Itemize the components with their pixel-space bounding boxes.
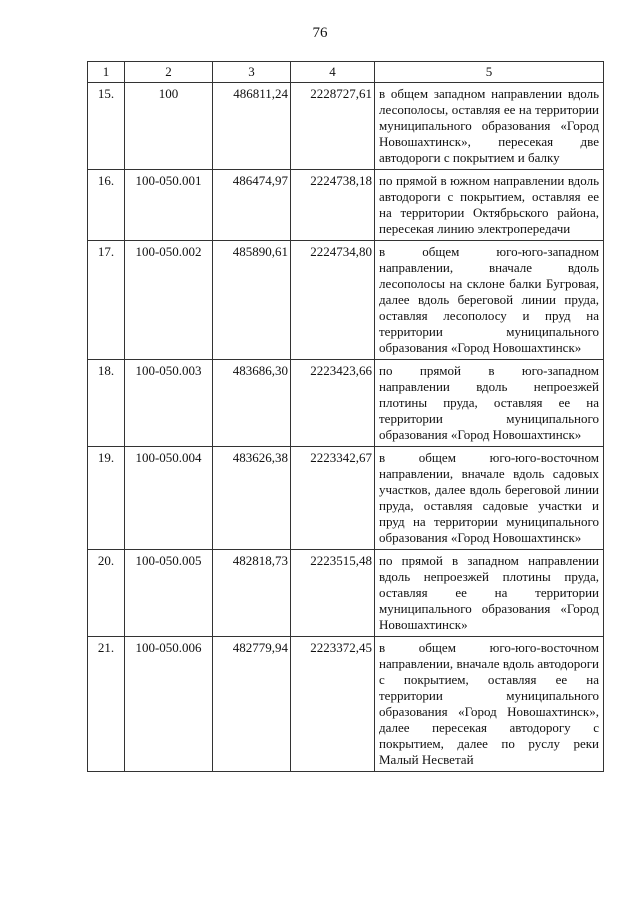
boundary-table (87, 61, 604, 772)
coordinate-x: 482779,94 (213, 637, 291, 772)
header-cell: 5 (375, 62, 604, 83)
table-row (88, 241, 604, 360)
row-number: 20. (88, 550, 125, 637)
point-id: 100 (125, 83, 213, 170)
point-id: 100-050.003 (125, 360, 213, 447)
point-id: 100-050.005 (125, 550, 213, 637)
coordinate-x: 486811,24 (213, 83, 291, 170)
boundary-description: по прямой в западном направлении вдоль непроезжей плотины пруда, оставляя ее на территории муниципального образования «Город Новошахтинск» (375, 550, 604, 637)
table-row (88, 447, 604, 550)
boundary-description: в общем юго-юго-восточном направлении, вначале вдоль автодороги с покрытием, оставляя ее на территории муниципального образования «Город Новошахтинск», далее пересекая автодорогу с покрытием, далее по руслу реки Малый Несветай (375, 637, 604, 772)
page-number: 76 (312, 25, 328, 41)
coordinate-y: 2223342,67 (291, 447, 375, 550)
row-number: 17. (88, 241, 125, 360)
point-id: 100-050.002 (125, 241, 213, 360)
table-row (88, 170, 604, 241)
table-row (88, 637, 604, 772)
row-number: 19. (88, 447, 125, 550)
coordinate-x: 483686,30 (213, 360, 291, 447)
header-cell: 1 (88, 62, 125, 83)
coordinate-y: 2223423,66 (291, 360, 375, 447)
table-row (88, 83, 604, 170)
point-id: 100-050.004 (125, 447, 213, 550)
boundary-description: в общем западном направлении вдоль лесополосы, оставляя ее на территории муниципального образования «Город Новошахтинск», пересекая две автодороги с покрытием и балку (375, 83, 604, 170)
coordinate-x: 482818,73 (213, 550, 291, 637)
table-row (88, 550, 604, 637)
coordinate-x: 485890,61 (213, 241, 291, 360)
point-id: 100-050.001 (125, 170, 213, 241)
header-cell: 4 (291, 62, 375, 83)
coordinate-y: 2223515,48 (291, 550, 375, 637)
table-row (88, 360, 604, 447)
boundary-description: по прямой в южном направлении вдоль автодороги с покрытием, оставляя ее на территории Октябрьского района, пересекая линию электропередачи (375, 170, 604, 241)
coordinate-x: 486474,97 (213, 170, 291, 241)
coordinate-x: 483626,38 (213, 447, 291, 550)
table-header-row (88, 62, 604, 83)
row-number: 21. (88, 637, 125, 772)
boundary-description: по прямой в юго-западном направлении вдоль непроезжей плотины пруда, оставляя ее на территории муниципального образования «Город Новошахтинск» (375, 360, 604, 447)
boundary-description: в общем юго-юго-западном направлении, вначале вдоль лесополосы на склоне балки Бугровая, далее вдоль береговой линии пруда, оставляя лесополосу и пруд на территории муниципального образования «Город Новошахтинск» (375, 241, 604, 360)
row-number: 15. (88, 83, 125, 170)
point-id: 100-050.006 (125, 637, 213, 772)
row-number: 18. (88, 360, 125, 447)
coordinate-y: 2224738,18 (291, 170, 375, 241)
coordinate-y: 2224734,80 (291, 241, 375, 360)
header-cell: 3 (213, 62, 291, 83)
row-number: 16. (88, 170, 125, 241)
coordinate-y: 2228727,61 (291, 83, 375, 170)
boundary-description: в общем юго-юго-восточном направлении, вначале вдоль садовых участков, далее вдоль береговой линии пруда, оставляя садовые участки и пруд на территории муниципального образования «Город Новошахтинск» (375, 447, 604, 550)
coordinate-y: 2223372,45 (291, 637, 375, 772)
header-cell: 2 (125, 62, 213, 83)
